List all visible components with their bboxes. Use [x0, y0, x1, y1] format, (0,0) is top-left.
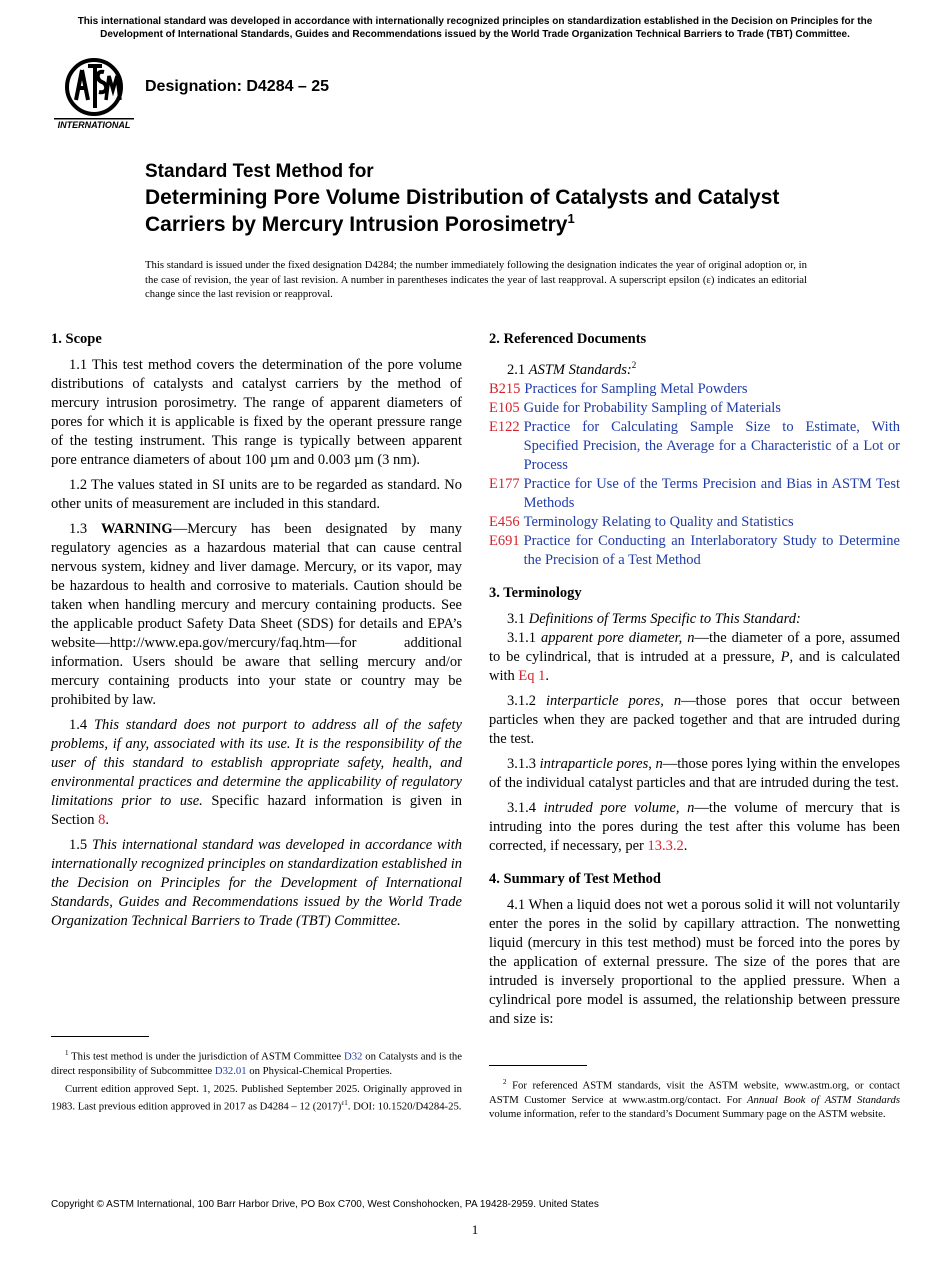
paragraph-1-5: 1.5 This international standard was developed in accordance with internationally recognized principles on standardization established in the Decision on Principles for the Development of International Standards, Guides and Recommendations issued by the World Trade Organization Technical Barriers to Trade (TBT) Committee. — [51, 837, 462, 929]
section-scope — [51, 330, 462, 931]
paragraph-3-1-2: 3.1.2 interparticle pores, n—those pores that occur between particles when they are packed together and that are intruded during the test. — [489, 692, 901, 747]
paragraph-1-4: 1.4 This standard does not purport to address all of the safety problems, if any, associated with its use. It is the responsibility of the user of this standard to establish appropriate safety, health, and environmental practices and determine the applicability of regulatory limitations prior to use. Specific hazard information is given in Section 8. — [51, 717, 462, 828]
reference-title[interactable]: Practice for Conducting an Interlaboratory Study to Determine the Precision of a Test Method — [523, 532, 900, 568]
reference-code[interactable]: E456 — [489, 513, 520, 530]
section-heading: 4. Summary of Test Method — [489, 870, 661, 887]
section-heading: 3. Terminology — [489, 584, 582, 601]
section-13-3-2-link[interactable]: 13.3.2 — [647, 837, 684, 854]
section-referenced-documents — [489, 330, 900, 570]
section-8-link[interactable]: 8 — [98, 812, 106, 828]
document-title — [145, 160, 845, 238]
designation: Designation: D4284 – 25 — [145, 78, 330, 95]
paragraph-2-1: 2.1 ASTM Standards:$^2$ — [507, 360, 637, 378]
reference-item[interactable] — [489, 418, 900, 475]
section-heading: 2. Referenced Documents — [489, 331, 647, 347]
title-main: Determining Pore Volume Distribution of Catalysts and Catalyst Carriers by Mercury Intrusion Porosimetry$^1$ — [145, 186, 780, 236]
footnote-2: $^2$ For referenced ASTM standards, visit the ASTM website, www.astm.org, or contact ASTM Customer Service at www.astm.org/contact. For Annual Book of ASTM Standards volume information, refer to the standard’s Document Summary page on the ASTM website. — [489, 1078, 901, 1120]
paragraph-4-1: 4.1 When a liquid does not wet a porous solid it will not voluntarily enter the pores in the solid by capillary attraction. The nonwetting liquid (mercury in this test method) must be forced into the pores by the application of external pressure. The size of the pores that are intruded is inversely proportional to the applied pressure. When a cylindrical pore model is assumed, the relationship between pressure and size is: — [489, 896, 900, 1027]
footnote-divider — [489, 1065, 587, 1066]
paragraph-3-1-3: 3.1.3 intraparticle pores, n—those pores lying within the envelopes of the individual catalyst particles and that are intruded during the test. — [489, 755, 901, 791]
reference-title[interactable]: Practices for Sampling Metal Powders — [524, 380, 748, 397]
reference-item[interactable] — [489, 380, 900, 399]
left-column — [51, 330, 462, 945]
footnote-divider — [51, 1036, 149, 1037]
section-terminology — [489, 584, 900, 856]
reference-list — [489, 380, 900, 570]
section-summary — [489, 870, 900, 1029]
paragraph-1-1: 1.1 This test method covers the determination of the pore volume distributions of catalysts and catalyst carriers by the method of mercury intrusion porosimetry. The range of apparent diameters of pores for which it is applicable is fixed by the operant pressure range of the testing instrument. This range is typically between apparent pore entrance diameters of about 100 µm and 0.003 µm (3 nm). — [51, 357, 462, 468]
paragraph-3-1-4: 3.1.4 intruded pore volume, n—the volume of mercury that is intruding into the pores during the test after this volume has been corrected, if necessary, per 13.3.2. — [489, 799, 900, 854]
page-number: 1 — [471, 1222, 479, 1237]
subcommittee-d32-01-link[interactable]: D32.01 — [214, 1064, 247, 1077]
reference-title[interactable]: Practice for Calculating Sample Size to Estimate, With Specified Precision, the Average for a Characteristic of a Lot or Process — [523, 418, 900, 473]
reference-item[interactable] — [489, 399, 900, 418]
reference-code[interactable]: E105 — [489, 399, 520, 416]
title-line1: Standard Test Method for — [145, 161, 374, 182]
paragraph-3-1: 3.1 Definitions of Terms Specific to This Standard: — [507, 610, 801, 627]
astm-logo-icon — [52, 56, 136, 132]
svg-text:INTERNATIONAL: INTERNATIONAL — [57, 120, 131, 130]
astm-logo — [52, 56, 136, 132]
footnote-1: $^1$ This test method is under the jurisdiction of ASTM Committee D32 on Catalysts and is the direct responsibility of Subcommittee D32.01 on Physical-Chemical Properties. Current edition approved Sept. 1, 2025. Published September 2025. Originally approved in 1983. Last previous edition approved in 2017 as D4284 – 12 $(2017)^{\varepsilon 1}$. DOI: 10.1520/D4284-25. — [51, 1049, 463, 1113]
right-column — [489, 330, 900, 1043]
committee-d32-link[interactable]: D32 — [343, 1050, 363, 1063]
reference-item[interactable] — [489, 532, 900, 570]
issue-note: This standard is issued under the fixed designation D4284; the number immediately following the designation indicates the year of original adoption or, in the case of revision, the year of last revision. A number in parentheses indicates the year of last reapproval. A superscript epsilon (ε) indicates an editorial change since the last revision or reapproval. — [145, 259, 807, 300]
reference-code[interactable]: E122 — [489, 418, 520, 435]
copyright: Copyright © ASTM International, 100 Barr Harbor Drive, PO Box C700, West Conshohocken, PA 19428-2959. United States — [51, 1199, 599, 1210]
section-heading: 1. Scope — [51, 331, 102, 347]
paragraph-1-2: 1.2 The values stated in SI units are to be regarded as standard. No other units of measurement are included in this standard. — [51, 477, 462, 512]
paragraph-1-3: 1.3 WARNING—Mercury has been designated by many regulatory agencies as a hazardous material that can cause central nervous system, kidney and liver damage. Mercury, or its vapor, may be hazardous to health and corrosive to materials. Caution should be taken when handling mercury and mercury containing products. See the applicable product Safety Data Sheet (SDS) for details and EPA’s website—http://www.epa.gov/mercury/faq.htm—for additional information. Users should be aware that selling mercury and/or mercury containing products into your state or country may be prohibited by law. — [51, 521, 463, 708]
reference-title[interactable]: Practice for Use of the Terms Precision and Bias in ASTM Test Methods — [523, 475, 900, 511]
top-notice: This international standard was developed in accordance with internationally recognized principles on standardization established in the Decision on Principles for the Development of International Standards, Guides and Recommendations issued by the World Trade Organization Technical Barriers to Trade (TBT) Committee. — [77, 16, 873, 40]
reference-code[interactable]: E691 — [489, 532, 520, 549]
reference-code[interactable]: E177 — [489, 475, 520, 492]
reference-item[interactable] — [489, 513, 900, 532]
reference-title[interactable]: Terminology Relating to Quality and Statistics — [523, 513, 794, 530]
reference-title[interactable]: Guide for Probability Sampling of Materials — [523, 399, 781, 416]
reference-item[interactable] — [489, 475, 900, 513]
eq-1-link[interactable]: Eq 1 — [518, 667, 546, 684]
paragraph-3-1-1: 3.1.1 apparent pore diameter, n—the diameter of a pore, assumed to be cylindrical, that is intruded at a pressure, P, and is calculated with Eq 1. — [489, 629, 901, 684]
reference-code[interactable]: B215 — [489, 380, 521, 397]
